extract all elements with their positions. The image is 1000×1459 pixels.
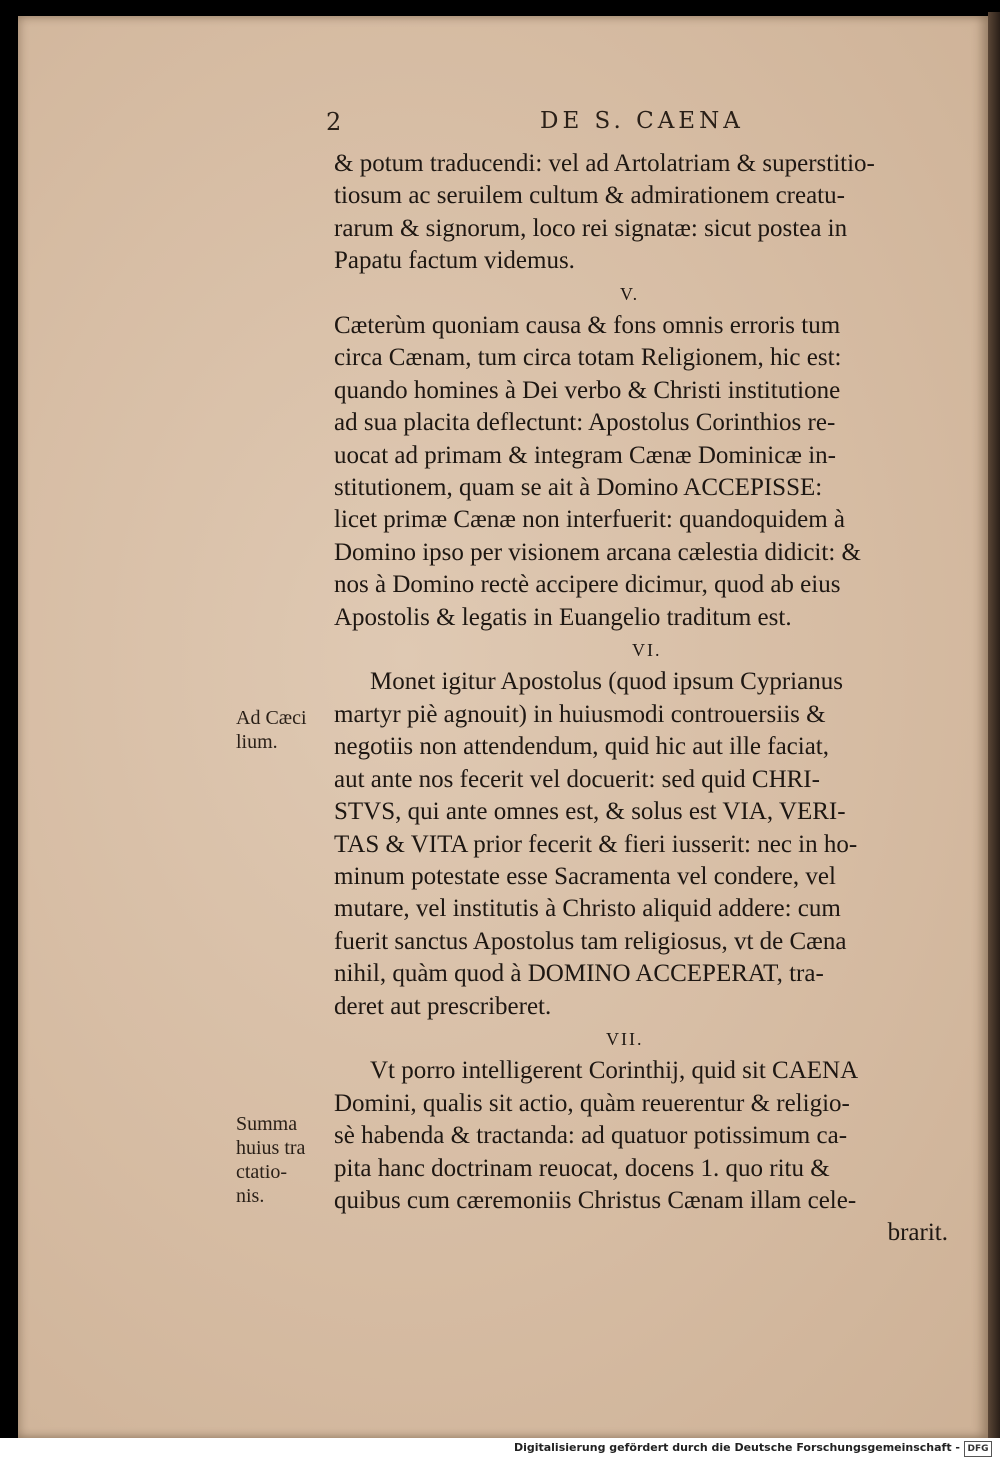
section-number: VI. (632, 640, 662, 661)
margin-note (236, 706, 307, 754)
margin-note (236, 1112, 305, 1208)
text-line: stitutionem, quam se ait à Domino ACCEPISSE: (334, 474, 823, 502)
text-line: quibus cum cæremoniis Christus Cænam illam cele- (334, 1186, 857, 1214)
text-line: ad sua placita deflectunt: Apostolus Corinthios re- (334, 409, 836, 437)
margin-note-line: ctatio- (236, 1161, 288, 1183)
text-line: licet primæ Cænæ non interfuerit: quandoquidem à (334, 506, 846, 534)
text-line: minum potestate esse Sacramenta vel condere, vel (334, 862, 836, 890)
text-line: tiosum ac seruilem cultum & admirationem creatu- (334, 182, 845, 210)
text-line: martyr piè agnouit) in huiusmodi controuersiis & (334, 700, 826, 728)
margin-note-line: Summa (236, 1113, 298, 1135)
text-line: circa Cænam, tum circa totam Religionem, hic est: (334, 344, 842, 372)
text-line: nos à Domino rectè accipere dicimur, quod ab eius (334, 571, 841, 599)
section-number: VII. (606, 1028, 644, 1049)
text-line: mutare, vel institutis à Christo aliquid addere: cum (334, 895, 841, 923)
footer-credit: Digitalisierung gefördert durch die Deutsche Forschungsgemeinschaft - (513, 1441, 960, 1454)
page-header (320, 108, 950, 138)
text-line: brarit. (887, 1219, 948, 1247)
text-line: pita hanc doctrinam reuocat, docens 1. quo ritu & (334, 1154, 830, 1182)
page-number: 2 (326, 108, 342, 136)
text-line: fuerit sanctus Apostolus tam religiosus, vt de Cæna (334, 927, 847, 955)
text-line: nihil, quàm quod à DOMINO ACCEPERAT, tra- (334, 960, 824, 988)
text-line: Cæterùm quoniam causa & fons omnis erroris tum (334, 312, 841, 340)
dfg-logo: DFG (964, 1441, 992, 1457)
text-line: quando homines à Dei verbo & Christi institutione (334, 376, 841, 404)
margin-note-line: Ad Cæci (236, 707, 307, 729)
text-line: TAS & VITA prior fecerit & fieri iusserit: nec in ho- (334, 830, 858, 858)
book-edge (988, 12, 1000, 1442)
text-line: uocat ad primam & integram Cænæ Dominicæ in- (334, 441, 837, 469)
margin-note-line: lium. (236, 731, 278, 753)
text-line: Domino ipso per visionem arcana cælestia didicit: & (334, 538, 861, 566)
margin-note-line: huius tra (236, 1137, 306, 1159)
text-line: sè habenda & tractanda: ad quatuor potissimum ca- (334, 1122, 848, 1150)
text-line: STVS, qui ante omnes est, & solus est VIA, VERI- (334, 798, 846, 826)
text-line: Domini, qualis sit actio, quàm reuerentur & religio- (334, 1089, 850, 1117)
text-line: & potum traducendi: vel ad Artolatriam & superstitio- (334, 150, 875, 177)
text-line: Monet igitur Apostolus (quod ipsum Cyprianus (370, 668, 843, 696)
text-line: aut ante nos fecerit vel docuerit: sed quid CHRI- (334, 765, 820, 793)
text-line: Papatu factum videmus. (334, 247, 575, 275)
text-line: negotiis non attendendum, quid hic aut ille faciat, (334, 733, 830, 761)
text-line: rarum & signorum, loco rei signatæ: sicut postea in (334, 214, 848, 242)
margin-note-line: nis. (236, 1185, 265, 1207)
text-line: deret aut prescriberet. (334, 992, 552, 1020)
text-line: Vt porro intelligerent Corinthij, quid sit CAENA (370, 1057, 859, 1085)
footer-bar (0, 1438, 1000, 1459)
running-head: DE S. CAENA (540, 108, 744, 134)
section-number: V. (620, 283, 640, 304)
text-line: Apostolis & legatis in Euangelio traditum est. (334, 603, 792, 631)
body-text (334, 148, 956, 1250)
